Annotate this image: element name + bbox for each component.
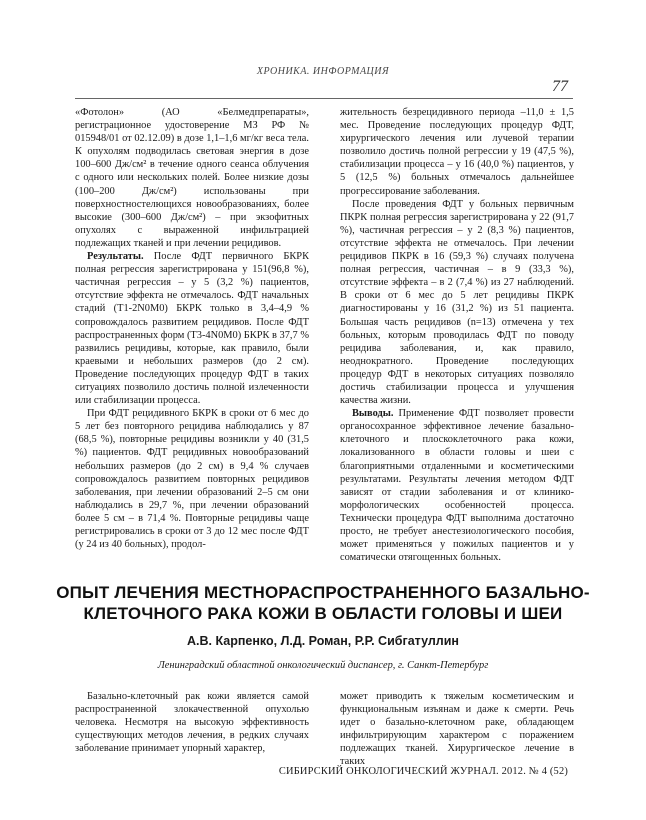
paragraph-results	[75, 250, 309, 407]
conclusions-heading: Выводы.	[352, 408, 394, 420]
header-divider	[75, 98, 573, 99]
conclusions-text: Применение ФДТ позволяет провести органосохранное эффективное лечение базально-клеточного и плоскоклеточного рака кожи, локализованного в области головы и шеи с благоприятными отдаленными и косметическими результатами. Результаты лечения методом ФДТ зависят от стадии заболевания и от клинико-морфологических особенностей процесса. Технически процедура ФДТ выполнима достаточно просто, не требует анестезиологического пособия, может применяться у пожилых пациентов и у соматически отягощенных больных.	[340, 408, 574, 564]
results-text: После ФДТ первичного БКРК полная регрессия зарегистрирована у 151(96,8 %), частичная регрессия – у 5 (3,2 %) пациентов, отсутствие эффекта не отмечалось. ФДТ начальных стадий (T1-2N0M0) БКРК только в 3,4–4,9 % сопровождалось развитием рецидивов. После ФДТ распространенных форм (T3-4N0M0) БКРК в 37,7 % развились рецидивы, которые, как правило, были краевыми и небольших размеров (до 2 см). Проведение последующих процедур ФДТ в таких ситуациях позволило достичь полной излеченности или стабилизации процесса.	[75, 251, 309, 407]
right-column	[340, 106, 574, 564]
paragraph-conclusions	[340, 407, 574, 564]
results-heading: Результаты.	[87, 251, 144, 263]
left-column	[75, 106, 309, 551]
page-number: 77	[552, 78, 568, 95]
article-intro-left: Базально-клеточный рак кожи является самой распространенной злокачественной опухолью человека. Несмотря на высокую эффективность существующих методов лечения, в редких случаях заболевание принимает упорный характер,	[75, 691, 309, 755]
journal-footer: СИБИРСКИЙ ОНКОЛОГИЧЕСКИЙ ЖУРНАЛ. 2012. № 4 (52)	[278, 766, 568, 777]
article-left-column	[75, 690, 309, 755]
paragraph-continuation: жительность безрецидивного периода –11,0 ± 1,5 мес. Проведение последующих процедур ФДТ, хирургического лечения или лучевой терапии позволило достичь полной регрессии у 19 (47,5 %), стабилизации процесса – у 16 (40,0 %) пациентов, у 5 (12,5 %) больных отмечалось дальнейшее прогрессирование заболевания.	[340, 107, 574, 197]
article-right-column	[340, 690, 574, 769]
article-affiliation: Ленинградский областной онкологический диспансер, г. Санкт-Петербург	[157, 660, 489, 671]
running-header: ХРОНИКА. ИНФОРМАЦИЯ	[256, 66, 390, 77]
paragraph-squamous: После проведения ФДТ у больных первичным ПКРК полная регрессия зарегистрирована у 22 (91,7 %), частичная регрессия – у 2 (8,3 %) пациентов, отсутствие эффекта не отмечалось. При лечении рецидивов ПКРК в 16 (59,3 %) случаях получена полная регрессия, частичная – в 9 (33,3 %), отсутствие эффекта – в 2 (7,4 %) из 27 наблюдений. В сроки от 6 мес до 5 лет рецидивы ПКРК диагностированы у 16 (31,2 %) из 51 пациента. Большая часть рецидивов (n=13) отмечена у тех больных, которым проводилась ФДТ по поводу рецидива заболевания, и, как правило, неоднократного. Проведение последующих процедур ФДТ в некоторых ситуациях позволяло достичь стабилизации процесса и улучшения качества жизни.	[340, 198, 574, 407]
article-intro-right: может приводить к тяжелым косметическим и функциональным изъянам и даже к смерти. Речь идет о базально-клеточном раке, обладающем инфильтрирующим характером с поражением подлежащих тканей. Хирургическое лечение в таких	[340, 691, 574, 768]
article-title: ОПЫТ ЛЕЧЕНИЯ МЕСТНОРАСПРОСТРАНЕННОГО БАЗАЛЬНО-КЛЕТОЧНОГО РАКА КОЖИ В ОБЛАСТИ ГОЛОВЫ И ШЕИ	[56, 583, 590, 623]
paragraph-methods: «Фотолон» (АО «Белмедпрепараты», регистрационное удостоверение МЗ РФ № 015948/01 от 02.12.09) в дозе 1,1–1,6 мг/кг веса тела. К опухолям подводилась световая энергия в дозе 100–600 Дж/см² в течение одного сеанса облучения с одного или нескольких полей. Более низкие дозы (100–200 Дж/см²) использованы при поверхностностелющихся новообразованиях, более высокие (300–600 Дж/см²) – при экзофитных опухолях с выраженной инфильтрацией подлежащих тканей и при лечении рецидивов.	[75, 107, 309, 249]
paragraph-recurrent: При ФДТ рецидивного БКРК в сроки от 6 мес до 5 лет без повторного рецидива наблюдались у 87 (68,5 %), повторные рецидивы возникли у 40 (31,5 %) пациентов. ФДТ рецидивных новообразований небольших размеров (до 2 см) в 9,4 % случаев сопровождалось развитием повторных рецидивов заболевания, при лечении образований 2–5 см они наблюдались в 29,7 %, при лечении образований более 5 см – в 71,4 %. Повторные рецидивы чаще регистрировались в сроки от 3 до 12 мес после ФДТ (у 24 из 40 больных), продол-	[75, 408, 309, 551]
article-authors: А.В. Карпенко, Л.Д. Роман, Р.Р. Сибгатуллин	[187, 634, 459, 648]
